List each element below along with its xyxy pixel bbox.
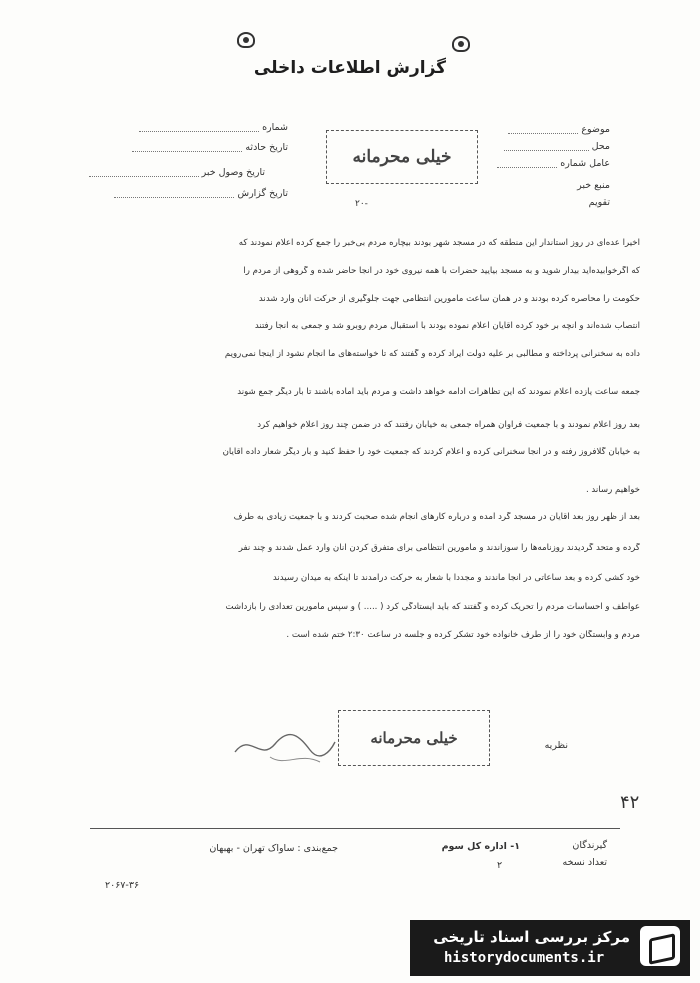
field-source-label: منبع خبر bbox=[577, 180, 610, 191]
field-report-date bbox=[114, 188, 288, 199]
report-title: گزارش اطلاعات داخلی bbox=[253, 58, 447, 78]
field-report-date-label: تاریخ گزارش bbox=[237, 188, 288, 199]
field-evaluation-label: تقویم bbox=[588, 197, 610, 208]
body-line: مردم و وابستگان خود را از طرف خانواده خود تشکر کرده و جلسه در ساعت ۲:۳۰ ختم شده است . bbox=[286, 630, 640, 640]
classification-stamp bbox=[326, 130, 478, 184]
body-line: خواهیم رساند . bbox=[585, 485, 640, 495]
body-line: که اگرخوابیده‌اید بیدار شوید و به مسجد بیایید حضرات با همه نیروی خود در آنجا حاضر شده و گروهی از مردم را bbox=[243, 266, 640, 276]
archive-book-icon bbox=[640, 926, 680, 966]
body-line: خود کشی کرده و بعد ساعاتی در آنجا ماندند و مجدداً با شعار به حرکت درآمدند تا اینکه به میدان رسیدند bbox=[272, 573, 640, 583]
field-evaluation bbox=[589, 197, 610, 208]
copies-label: تعداد نسخه bbox=[562, 857, 607, 868]
field-agent-number bbox=[497, 158, 610, 169]
signature-scribble bbox=[230, 722, 340, 772]
field-receipt-date-label: تاریخ وصول خبر bbox=[201, 167, 265, 178]
opinion-stamp-text: خیلی محرمانه bbox=[370, 729, 458, 747]
receivers-label: گیرندگان bbox=[572, 840, 607, 851]
watermark-text-fa: مرکز بررسی اسناد تاریخی bbox=[433, 928, 630, 946]
body-line: انتصاب شده‌اند و آنچه بر خود کرده آقایان اعلام نموده بودند با استقبال مردم روبرو شد و جمعی به آنجا رفتند bbox=[254, 321, 640, 331]
classification-stamp-text: خیلی محرمانه bbox=[352, 147, 452, 167]
field-source bbox=[577, 180, 610, 191]
body-line: داده به سخنرانی پرداخته و مطالبی بر علیه دولت ایراد کرده و گفتند که تا خواسته‌های ما انجام نشود از اینجا نمی‌رویم bbox=[224, 349, 640, 359]
field-number bbox=[139, 122, 288, 133]
watermark-text-en: historydocuments.ir bbox=[444, 950, 605, 966]
receiver-1: ۱- اداره کل سوم bbox=[441, 841, 520, 852]
separator-line bbox=[90, 828, 620, 829]
opinion-label: نظریه bbox=[544, 740, 568, 751]
field-event-date bbox=[132, 142, 288, 153]
page-mark: ۴۲ bbox=[620, 792, 640, 813]
field-place bbox=[504, 141, 610, 152]
body-line: به خیابان گلافروز رفته و در آنجا سخنرانی کرده و اعلام کردند که جمعیت خود را حفظ کنید و بار دیگر شعار داده آقایان bbox=[222, 447, 640, 457]
field-subject-label: موضوع bbox=[581, 124, 610, 135]
field-number-label: شماره bbox=[262, 122, 288, 133]
bottom-code: ۲۰۶۷-۳۶ bbox=[105, 880, 140, 891]
body-line: بعد از ظهر روز بعد آقایان در مسجد گرد آمده و درباره کارهای انجام شده صحبت کردند و با جمعیت زیادی به طرف bbox=[233, 512, 640, 522]
body-line: اخیراً عده‌ای در روز استاندار این منطقه که در مسجد شهر بودند بیچاره مردم بی‌خبر را جمع کرده اعلام نمودند که bbox=[238, 238, 640, 248]
emblem-icon-right bbox=[452, 36, 470, 52]
body-line: عواطف و احساسات مردم را تحریک کرده و گفتند که باید ایستادگی کرد ( ..... ) و سپس مأمورین تعدادی را بازداشت bbox=[225, 602, 640, 612]
copies-value: ۲ bbox=[497, 860, 503, 871]
stamp-small-mark: ۲۰- bbox=[355, 199, 368, 209]
body-line: حکومت را محاصره کرده بودند و در همان ساعت مأمورین انتظامی جهت جلوگیری از حرکت آنان وارد شدند bbox=[258, 294, 640, 304]
body-line: بعد روز اعلام نمودند و با جمعیت فراوان همراه جمعی به خیابان رفتند که در ضمن چند روز اعلام خواهیم کرد bbox=[257, 420, 640, 430]
field-receipt-date bbox=[89, 167, 265, 178]
emblem-icon-left bbox=[237, 32, 255, 48]
field-subject bbox=[508, 124, 610, 135]
body-line: گرده و متحد گردیدند روزنامه‌ها را سوزاندند و مأمورین انتظامی برای متفرق کردن آنان وارد عمل شدند و چند نفر bbox=[238, 543, 640, 553]
field-agent-number-label: عامل شماره bbox=[560, 158, 610, 169]
field-place-label: محل bbox=[591, 141, 610, 152]
opinion-stamp bbox=[338, 710, 490, 766]
field-event-date-label: تاریخ حادثه bbox=[245, 142, 288, 153]
body-line: جمعه ساعت یازده اعلام نمودند که این تظاهرات ادامه خواهد داشت و مردم باید آماده باشند تا بار دیگر جمع شوند bbox=[237, 387, 640, 397]
receiver-2: جمع‌بندی : ساواک تهران - بهبهان bbox=[209, 843, 338, 854]
